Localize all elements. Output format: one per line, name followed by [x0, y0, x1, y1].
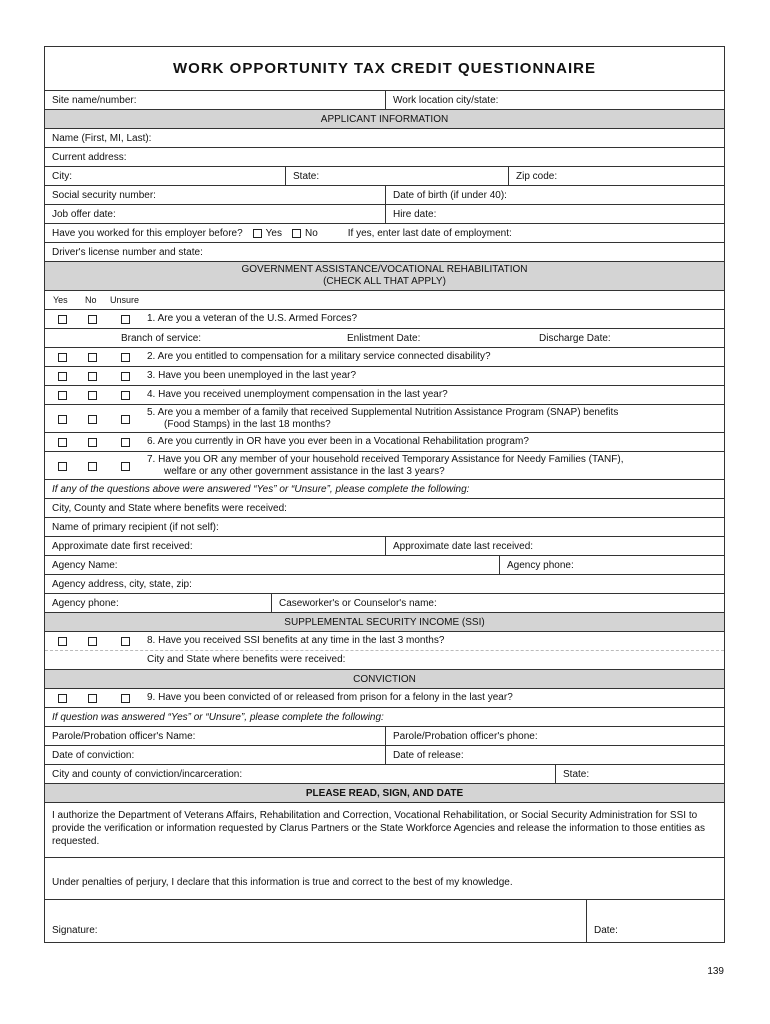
gov-title-line1: GOVERNMENT ASSISTANCE/VOCATIONAL REHABILITATION: [241, 264, 528, 275]
conviction-city-field[interactable]: City and county of conviction/incarceration:: [52, 768, 243, 780]
conviction-note: If question was answered “Yes” or “Unsure”, please complete the following:: [52, 711, 384, 723]
question-text: [147, 407, 716, 431]
q9-yes-checkbox[interactable]: [58, 694, 67, 703]
col-unsure: Unsure: [110, 295, 140, 305]
last-received-field[interactable]: Approximate date last received:: [385, 537, 724, 555]
question-text: 8. Have you received SSI benefits at any time in the last 3 months?: [147, 635, 445, 646]
license-row: [45, 243, 724, 262]
dates-received-row: [45, 537, 724, 556]
no-checkbox[interactable]: [292, 229, 301, 238]
dob-field[interactable]: Date of birth (if under 40):: [385, 186, 724, 204]
ssi-city-field[interactable]: City and State where benefits were received:: [147, 654, 346, 665]
question-row: [45, 367, 724, 386]
veteran-details-row: [45, 329, 724, 348]
last-date-field[interactable]: If yes, enter last date of employment:: [347, 227, 512, 239]
question-text: 9. Have you been convicted of or released from prison for a felony in the last year?: [147, 692, 513, 703]
q5-line2: (Food Stamps) in the last 18 months?: [164, 418, 331, 430]
address-field[interactable]: Current address:: [52, 151, 127, 163]
ssn-field[interactable]: Social security number:: [52, 189, 156, 201]
officer-name-field[interactable]: Parole/Probation officer's Name:: [52, 730, 196, 742]
q5-yes-checkbox[interactable]: [58, 415, 67, 424]
worked-before-row: [45, 224, 724, 243]
work-location-field[interactable]: Work location city/state:: [385, 91, 724, 109]
q7-line1: 7. Have you OR any member of your household received Temporary Assistance for Needy Families (TANF),: [147, 453, 624, 465]
question-row: [45, 386, 724, 405]
name-field[interactable]: Name (First, MI, Last):: [52, 132, 152, 144]
benefits-note: If any of the questions above were answered “Yes” or “Unsure”, please complete the following:: [52, 483, 470, 495]
discharge-field[interactable]: Discharge Date:: [539, 332, 611, 344]
sign-header: [45, 784, 724, 803]
q2-yes-checkbox[interactable]: [58, 353, 67, 362]
question-text: 6. Are you currently in OR have you ever been in a Vocational Rehabilitation program?: [147, 436, 529, 447]
q1-no-checkbox[interactable]: [88, 315, 97, 324]
name-row: [45, 129, 724, 148]
q6-unsure-checkbox[interactable]: [121, 438, 130, 447]
q2-no-checkbox[interactable]: [88, 353, 97, 362]
first-received-field[interactable]: Approximate date first received:: [52, 540, 193, 552]
ssi-header: [45, 613, 724, 632]
conviction-state-field[interactable]: State:: [555, 765, 724, 783]
question-row: [45, 689, 724, 708]
yes-label: Yes: [265, 227, 282, 239]
section-title: [45, 262, 724, 290]
question-row: [45, 310, 724, 329]
conviction-note-row: [45, 708, 724, 727]
agency-name-field[interactable]: Agency Name:: [52, 559, 118, 571]
col-no: No: [85, 295, 97, 305]
wotc-form: [44, 46, 725, 943]
perjury-text: Under penalties of perjury, I declare that this information is true and correct to the best of my knowledge.: [45, 858, 724, 900]
ssn-row: [45, 186, 724, 205]
q5-unsure-checkbox[interactable]: [121, 415, 130, 424]
question-row: [45, 348, 724, 367]
q7-line2: welfare or any other government assistance in the last 3 years?: [164, 465, 445, 477]
worked-before-label: Have you worked for this employer before?: [52, 227, 243, 239]
branch-field[interactable]: Branch of service:: [121, 332, 202, 344]
recipient-field[interactable]: Name of primary recipient (if not self):: [52, 521, 219, 533]
q3-unsure-checkbox[interactable]: [121, 372, 130, 381]
agency-row: [45, 556, 724, 575]
job-offer-row: [45, 205, 724, 224]
job-offer-field[interactable]: Job offer date:: [52, 208, 116, 220]
gov-title-line2: (CHECK ALL THAT APPLY): [323, 276, 446, 287]
section-title: PLEASE READ, SIGN, AND DATE: [45, 784, 724, 802]
agency-phone2-field[interactable]: Agency phone:: [52, 597, 119, 609]
city-row: [45, 167, 724, 186]
benefits-city-field[interactable]: City, County and State where benefits were received:: [52, 502, 287, 514]
q1-yes-checkbox[interactable]: [58, 315, 67, 324]
no-label: No: [304, 227, 318, 239]
question-text: 4. Have you received unemployment compensation in the last year?: [147, 389, 448, 400]
section-title: CONVICTION: [45, 670, 724, 688]
q9-no-checkbox[interactable]: [88, 694, 97, 703]
state-field[interactable]: State:: [285, 167, 508, 185]
enlistment-field[interactable]: Enlistment Date:: [347, 332, 421, 344]
q8-unsure-checkbox[interactable]: [121, 637, 130, 646]
ssi-city-row: [45, 651, 724, 670]
conviction-date-field[interactable]: Date of conviction:: [52, 749, 135, 761]
agency-address-field[interactable]: Agency address, city, state, zip:: [52, 578, 192, 590]
q5-line1: 5. Are you a member of a family that received Supplemental Nutrition Assistance Program (SNAP) benefits: [147, 406, 619, 418]
q6-yes-checkbox[interactable]: [58, 438, 67, 447]
caseworker-field[interactable]: Caseworker's or Counselor's name:: [271, 594, 724, 612]
q4-no-checkbox[interactable]: [88, 391, 97, 400]
release-date-field[interactable]: Date of release:: [385, 746, 724, 764]
question-row: [45, 452, 724, 480]
conviction-header: [45, 670, 724, 689]
yes-checkbox[interactable]: [253, 229, 262, 238]
gov-header: [45, 262, 724, 291]
zip-field[interactable]: Zip code:: [508, 167, 724, 185]
license-field[interactable]: Driver's license number and state:: [52, 246, 203, 258]
col-yes: Yes: [53, 295, 68, 305]
form-title: WORK OPPORTUNITY TAX CREDIT QUESTIONNAIRE: [45, 47, 724, 91]
question-text: 3. Have you been unemployed in the last year?: [147, 370, 357, 381]
q5-no-checkbox[interactable]: [88, 415, 97, 424]
hire-date-field[interactable]: Hire date:: [385, 205, 724, 223]
q8-no-checkbox[interactable]: [88, 637, 97, 646]
question-text: 1. Are you a veteran of the U.S. Armed Forces?: [147, 313, 358, 324]
q7-yes-checkbox[interactable]: [58, 462, 67, 471]
conviction-location-row: [45, 765, 724, 784]
question-text: 2. Are you entitled to compensation for a military service connected disability?: [147, 351, 491, 362]
recipient-row: [45, 518, 724, 537]
q3-no-checkbox[interactable]: [88, 372, 97, 381]
conviction-dates-row: [45, 746, 724, 765]
site-row: [45, 91, 724, 110]
sign-date-field[interactable]: Date:: [586, 900, 724, 942]
section-title: APPLICANT INFORMATION: [45, 110, 724, 128]
officer-row: [45, 727, 724, 746]
q6-no-checkbox[interactable]: [88, 438, 97, 447]
question-row: [45, 632, 724, 651]
q7-unsure-checkbox[interactable]: [121, 462, 130, 471]
caseworker-row: [45, 594, 724, 613]
question-row: [45, 433, 724, 452]
q2-unsure-checkbox[interactable]: [121, 353, 130, 362]
signature-field[interactable]: Signature:: [52, 925, 98, 936]
benefits-note-row: [45, 480, 724, 499]
city-field[interactable]: City:: [52, 170, 72, 182]
q9-unsure-checkbox[interactable]: [121, 694, 130, 703]
column-headers: [45, 291, 724, 310]
q1-unsure-checkbox[interactable]: [121, 315, 130, 324]
benefits-city-row: [45, 499, 724, 518]
question-text: [147, 454, 716, 478]
q4-yes-checkbox[interactable]: [58, 391, 67, 400]
applicant-header: [45, 110, 724, 129]
worked-before-cell: [45, 224, 724, 242]
authorization-text: I authorize the Department of Veterans Affairs, Rehabilitation and Correction, Vocational Rehabilitation, or Social Security Administration for SSI to provide the verification or information requested by Clarus Partners or the State Workforce Agencies and release the information to those entities as requested.: [45, 803, 724, 858]
question-row: [45, 405, 724, 433]
agency-phone-field[interactable]: Agency phone:: [499, 556, 724, 574]
q4-unsure-checkbox[interactable]: [121, 391, 130, 400]
section-title: SUPPLEMENTAL SECURITY INCOME (SSI): [45, 613, 724, 631]
q3-yes-checkbox[interactable]: [58, 372, 67, 381]
q7-no-checkbox[interactable]: [88, 462, 97, 471]
page-number: 139: [707, 966, 724, 977]
signature-row: [45, 900, 724, 942]
q8-yes-checkbox[interactable]: [58, 637, 67, 646]
site-name-field[interactable]: Site name/number:: [52, 94, 137, 106]
agency-address-row: [45, 575, 724, 594]
officer-phone-field[interactable]: Parole/Probation officer's phone:: [385, 727, 724, 745]
address-row: [45, 148, 724, 167]
